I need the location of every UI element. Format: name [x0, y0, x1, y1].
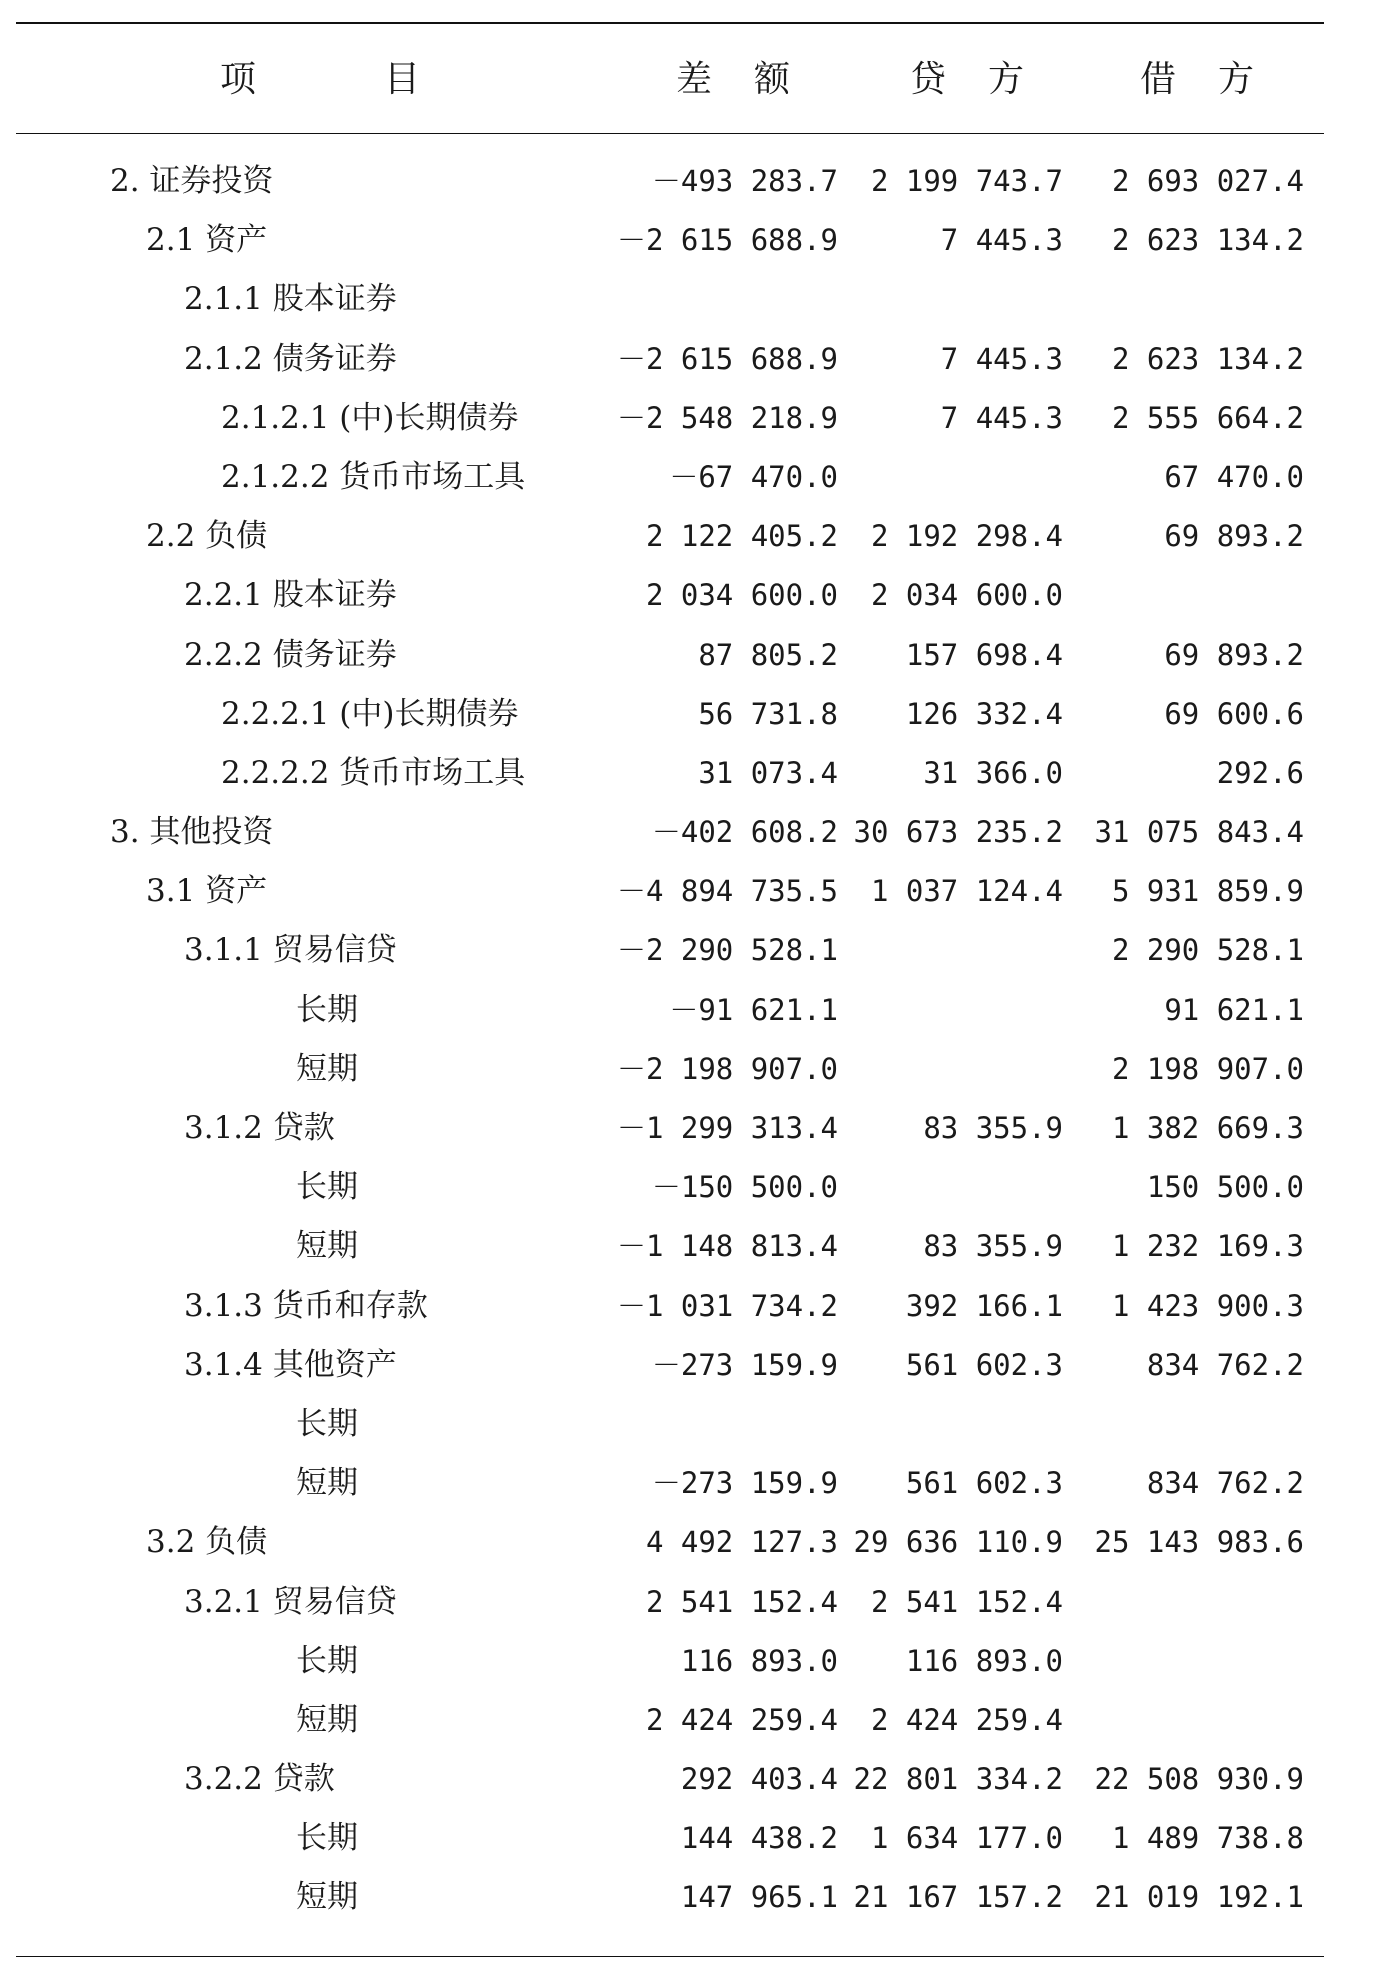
row-label: 3.1.3 货币和存款: [184, 1287, 428, 1324]
row-label: 3.2 负债: [146, 1524, 268, 1561]
difference-cell: －2 615 688.9: [616, 223, 838, 258]
debit-cell: 69 600.6: [1164, 696, 1304, 731]
table-row: [0, 1161, 1379, 1220]
difference-cell: 116 893.0: [680, 1643, 838, 1678]
table-row: [0, 569, 1379, 628]
debit-cell: 25 143 983.6: [1094, 1525, 1304, 1560]
debit-cell: 834 762.2: [1146, 1347, 1304, 1382]
difference-cell: 292 403.4: [680, 1762, 838, 1797]
row-label: 长期: [296, 991, 358, 1028]
debit-cell: 5 931 859.9: [1111, 874, 1304, 909]
debit-cell: 2 290 528.1: [1111, 933, 1304, 968]
debit-cell: 1 232 169.3: [1111, 1229, 1304, 1264]
table-row: [0, 984, 1379, 1043]
credit-cell: 2 541 152.4: [870, 1584, 1063, 1619]
table-row: [0, 806, 1379, 865]
credit-cell: 21 167 157.2: [853, 1880, 1063, 1915]
credit-cell: [833, 924, 1063, 983]
difference-cell: －1 299 313.4: [616, 1111, 838, 1145]
credit-cell: 2 199 743.7: [870, 164, 1063, 198]
difference-cell: 2 541 152.4: [645, 1584, 838, 1619]
table-row: [0, 1398, 1379, 1457]
row-label: 2.1.2 债务证券: [184, 340, 397, 377]
column-header-item-char-1: 项: [220, 59, 257, 100]
credit-cell: 31 366.0: [923, 755, 1063, 790]
difference-cell: 2 122 405.2: [645, 519, 838, 554]
row-label: 2.2.1 股本证券: [184, 577, 397, 614]
credit-cell: [833, 451, 1063, 510]
column-header-difference-char-1: 差: [676, 59, 713, 100]
row-label: 短期: [296, 1879, 358, 1916]
table-row: [0, 510, 1379, 569]
credit-cell: 116 893.0: [905, 1643, 1063, 1678]
credit-cell: 157 698.4: [905, 637, 1063, 672]
row-label: 3.1.1 贸易信贷: [184, 932, 397, 969]
row-label: 3. 其他投资: [110, 814, 274, 851]
difference-cell: 2 424 259.4: [645, 1702, 838, 1737]
table-row: [0, 747, 1379, 806]
row-label: 3.2.1 贸易信贷: [184, 1583, 397, 1620]
table-row: [0, 1339, 1379, 1398]
difference-cell: －273 159.9: [651, 1466, 838, 1501]
credit-cell: 561 602.3: [905, 1466, 1063, 1501]
debit-cell: 69 893.2: [1164, 519, 1304, 554]
column-header-item: [220, 54, 420, 106]
row-label: 2.1 资产: [146, 222, 268, 259]
debit-cell: [1064, 1576, 1304, 1635]
difference-cell: 31 073.4: [698, 755, 838, 790]
table-row: [0, 688, 1379, 747]
difference-cell: －2 198 907.0: [616, 1051, 838, 1086]
credit-cell: 7 445.3: [940, 223, 1063, 258]
table-row: [0, 392, 1379, 451]
credit-cell: [833, 1043, 1063, 1102]
debit-cell: 1 423 900.3: [1111, 1288, 1304, 1323]
table-row: [0, 1043, 1379, 1102]
row-label: 2.2.2 债务证券: [184, 636, 397, 673]
debit-cell: 2 198 907.0: [1111, 1051, 1304, 1086]
credit-cell: 22 801 334.2: [853, 1762, 1063, 1797]
row-label: 2.1.2.2 货币市场工具: [221, 458, 526, 495]
table-row: [0, 1871, 1379, 1930]
credit-cell: 2 192 298.4: [870, 519, 1063, 554]
row-label: 长期: [296, 1642, 358, 1679]
difference-cell: －150 500.0: [651, 1170, 838, 1205]
debit-cell: 31 075 843.4: [1094, 815, 1304, 850]
header-bottom-rule: [16, 133, 1324, 134]
debit-cell: [1064, 1635, 1304, 1694]
debit-cell: 2 555 664.2: [1111, 400, 1304, 435]
column-header-credit: [910, 54, 1024, 106]
difference-cell: 147 965.1: [680, 1880, 838, 1915]
row-label: 3.1.4 其他资产: [184, 1346, 397, 1383]
debit-cell: 834 762.2: [1146, 1466, 1304, 1501]
row-label: 长期: [296, 1820, 358, 1857]
credit-cell: 1 634 177.0: [870, 1821, 1063, 1856]
table-row: [0, 1635, 1379, 1694]
credit-cell: 1 037 124.4: [870, 874, 1063, 909]
difference-cell: [578, 1398, 838, 1457]
difference-cell: －402 608.2: [651, 815, 838, 850]
credit-cell: 30 673 235.2: [853, 815, 1063, 850]
credit-cell: [833, 1161, 1063, 1220]
credit-cell: 2 424 259.4: [870, 1702, 1063, 1737]
difference-cell: －1 148 813.4: [616, 1229, 838, 1264]
debit-cell: [1064, 1694, 1304, 1753]
difference-cell: －2 615 688.9: [616, 341, 838, 376]
table-row: [0, 1280, 1379, 1339]
column-header-debit: [1140, 54, 1254, 106]
row-label: 3.1.2 贷款: [184, 1110, 335, 1146]
credit-cell: 561 602.3: [905, 1347, 1063, 1382]
credit-cell: 83 355.9: [923, 1111, 1063, 1145]
table-row: [0, 1576, 1379, 1635]
difference-cell: －67 470.0: [669, 459, 838, 494]
debit-cell: 2 623 134.2: [1111, 223, 1304, 258]
row-label: 长期: [296, 1169, 358, 1206]
table-row: [0, 924, 1379, 983]
credit-cell: [833, 984, 1063, 1043]
table-row: [0, 273, 1379, 332]
credit-cell: [833, 273, 1063, 332]
credit-cell: [833, 1398, 1063, 1457]
difference-cell: 56 731.8: [698, 696, 838, 731]
row-label: 长期: [296, 1405, 358, 1442]
table-row: [0, 1516, 1379, 1575]
column-header-item-char-2: 目: [383, 59, 420, 100]
row-label: 2. 证券投资: [110, 163, 274, 199]
column-header-debit-char-2: 方: [1217, 59, 1254, 100]
difference-cell: 4 492 127.3: [645, 1525, 838, 1560]
debit-cell: 21 019 192.1: [1094, 1880, 1304, 1915]
table-row: [0, 1694, 1379, 1753]
credit-cell: 2 034 600.0: [870, 578, 1063, 613]
difference-cell: －2 548 218.9: [616, 400, 838, 435]
debit-cell: 22 508 930.9: [1094, 1762, 1304, 1797]
difference-cell: －91 621.1: [669, 992, 838, 1027]
row-label: 2.1.2.1 (中)长期债券: [221, 399, 519, 436]
difference-cell: －1 031 734.2: [616, 1288, 838, 1323]
debit-cell: [1064, 1398, 1304, 1457]
debit-cell: 1 489 738.8: [1111, 1821, 1304, 1856]
row-label: 短期: [296, 1050, 358, 1087]
column-header-debit-char-1: 借: [1140, 59, 1177, 100]
debit-cell: 292.6: [1216, 755, 1304, 790]
row-label: 短期: [296, 1701, 358, 1738]
difference-cell: 2 034 600.0: [645, 578, 838, 613]
debit-cell: 1 382 669.3: [1111, 1111, 1304, 1145]
difference-cell: －273 159.9: [651, 1347, 838, 1382]
table-row: [0, 629, 1379, 688]
row-label: 3.1 资产: [146, 873, 268, 910]
table-row: [0, 155, 1379, 214]
difference-cell: －4 894 735.5: [616, 874, 838, 909]
table-row: [0, 1457, 1379, 1516]
debit-cell: 150 500.0: [1146, 1170, 1304, 1205]
difference-cell: 87 805.2: [698, 637, 838, 672]
row-label: 3.2.2 贷款: [184, 1761, 335, 1798]
column-header-credit-char-2: 方: [987, 59, 1024, 100]
table-body: [0, 155, 1379, 1931]
row-label: 短期: [296, 1465, 358, 1502]
table-row: [0, 1220, 1379, 1279]
difference-cell: 144 438.2: [680, 1821, 838, 1856]
table-bottom-rule: [16, 1956, 1324, 1957]
credit-cell: 29 636 110.9: [853, 1525, 1063, 1560]
table-row: [0, 1102, 1379, 1161]
row-label: 2.2.2.2 货币市场工具: [221, 754, 526, 791]
column-header-difference-char-2: 额: [753, 59, 790, 100]
difference-cell: [578, 273, 838, 332]
column-header-credit-char-1: 贷: [910, 59, 947, 100]
debit-cell: 67 470.0: [1164, 459, 1304, 494]
difference-cell: －2 290 528.1: [616, 933, 838, 968]
row-label: 2.2.2.1 (中)长期债券: [221, 695, 519, 732]
debit-cell: 2 693 027.4: [1111, 164, 1304, 198]
table-top-rule: [16, 22, 1324, 24]
credit-cell: 126 332.4: [905, 696, 1063, 731]
debit-cell: 2 623 134.2: [1111, 341, 1304, 376]
table-row: [0, 333, 1379, 392]
credit-cell: 83 355.9: [923, 1229, 1063, 1264]
row-label: 短期: [296, 1228, 358, 1265]
table-row: [0, 451, 1379, 510]
column-header-difference: [676, 54, 790, 106]
difference-cell: －493 283.7: [651, 164, 838, 198]
credit-cell: 392 166.1: [905, 1288, 1063, 1323]
credit-cell: 7 445.3: [940, 400, 1063, 435]
credit-cell: 7 445.3: [940, 341, 1063, 376]
debit-cell: [1064, 569, 1304, 628]
table-row: [0, 1812, 1379, 1871]
debit-cell: 69 893.2: [1164, 637, 1304, 672]
table-row: [0, 1753, 1379, 1812]
table-row: [0, 865, 1379, 924]
row-label: 2.1.1 股本证券: [184, 281, 397, 318]
debit-cell: 91 621.1: [1164, 992, 1304, 1027]
row-label: 2.2 负债: [146, 518, 268, 555]
debit-cell: [1064, 273, 1304, 332]
table-row: [0, 214, 1379, 273]
